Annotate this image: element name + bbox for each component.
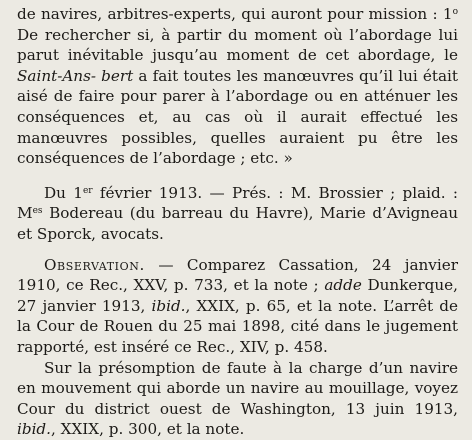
ship-name-continued: bert — [101, 66, 134, 85]
text-line: p. 300, et la note. — [108, 420, 245, 439]
text-line: Rec., XXV, p. 733, et la note ; — [89, 276, 325, 295]
text-line: au cas où il aurait effectué les manœuvres possibles, quelles — [17, 107, 458, 147]
text-line: mouvement qui aborde un navire au mouillage, voyez Cour — [17, 379, 458, 418]
ship-name: Saint-Ans- — [17, 66, 97, 85]
observation-paragraph — [17, 255, 458, 358]
quote-paragraph — [17, 4, 458, 169]
text-line: , XXIX, p. 65, et la note. L’arrêt de la Cour de — [17, 296, 459, 336]
presumption-paragraph — [17, 358, 458, 440]
text-line: pour parer à l’abordage ou en atténuer les conséquences et, — [17, 87, 459, 126]
ordinal-suffix: o — [452, 7, 458, 17]
text-line: inévitable jusqu’au moment de cet abordage, le — [67, 46, 458, 65]
ibid-word: ibid. — [151, 296, 186, 315]
title-suffix: es — [32, 206, 43, 217]
text-line: Rouen du 25 mai 1898, cité dans le jugement rapporté, est — [17, 317, 459, 356]
ibid-word: ibid. — [17, 420, 51, 439]
ordinal-number: 1 — [73, 183, 83, 202]
text-line: inséré ce Rec., XIV, p. 458. — [121, 337, 328, 356]
text-line: Dunkerque, 27 janvier — [17, 276, 458, 315]
text-line: du district ouest de Washington, 13 juin 1913, — [64, 399, 459, 418]
ordinal-suffix: er — [82, 185, 93, 196]
adde-word: adde — [324, 276, 362, 295]
observation-heading: Observation. — [44, 255, 145, 274]
text-line: auraient pu être les conséquences de l’abordage ; etc. » — [17, 128, 458, 168]
text-line: 1913, — [101, 296, 152, 315]
ordinal-number: 1 — [442, 5, 453, 23]
text-line: Du — [44, 183, 74, 202]
title-abbrev: M — [17, 204, 33, 223]
text-line: février 1913. — Prés. : M. Brossier ; plaid. : — [92, 183, 458, 202]
text-line: rechercher si, à partir du moment où l’abordage lui parut — [17, 25, 459, 65]
text-line: a fait toutes les manœuvres qu’il lui était aisé de faire — [17, 66, 459, 106]
text-line: Sur la présomption de faute à la charge d’un navire en — [17, 358, 458, 398]
text-line: De — [17, 25, 39, 44]
judgment-paragraph — [17, 183, 458, 245]
text-line: Bodereau (du barreau du Havre), Marie d’Avigneau et — [17, 204, 458, 243]
text-line: , XXIX, — [51, 420, 104, 439]
text-line: Sporck, avocats. — [36, 224, 164, 243]
text-line: — Comparez Cassation, 24 janvier 1910, ce — [17, 255, 458, 295]
text-line: de navires, arbitres-experts, qui auront pour mission : — [17, 5, 443, 23]
